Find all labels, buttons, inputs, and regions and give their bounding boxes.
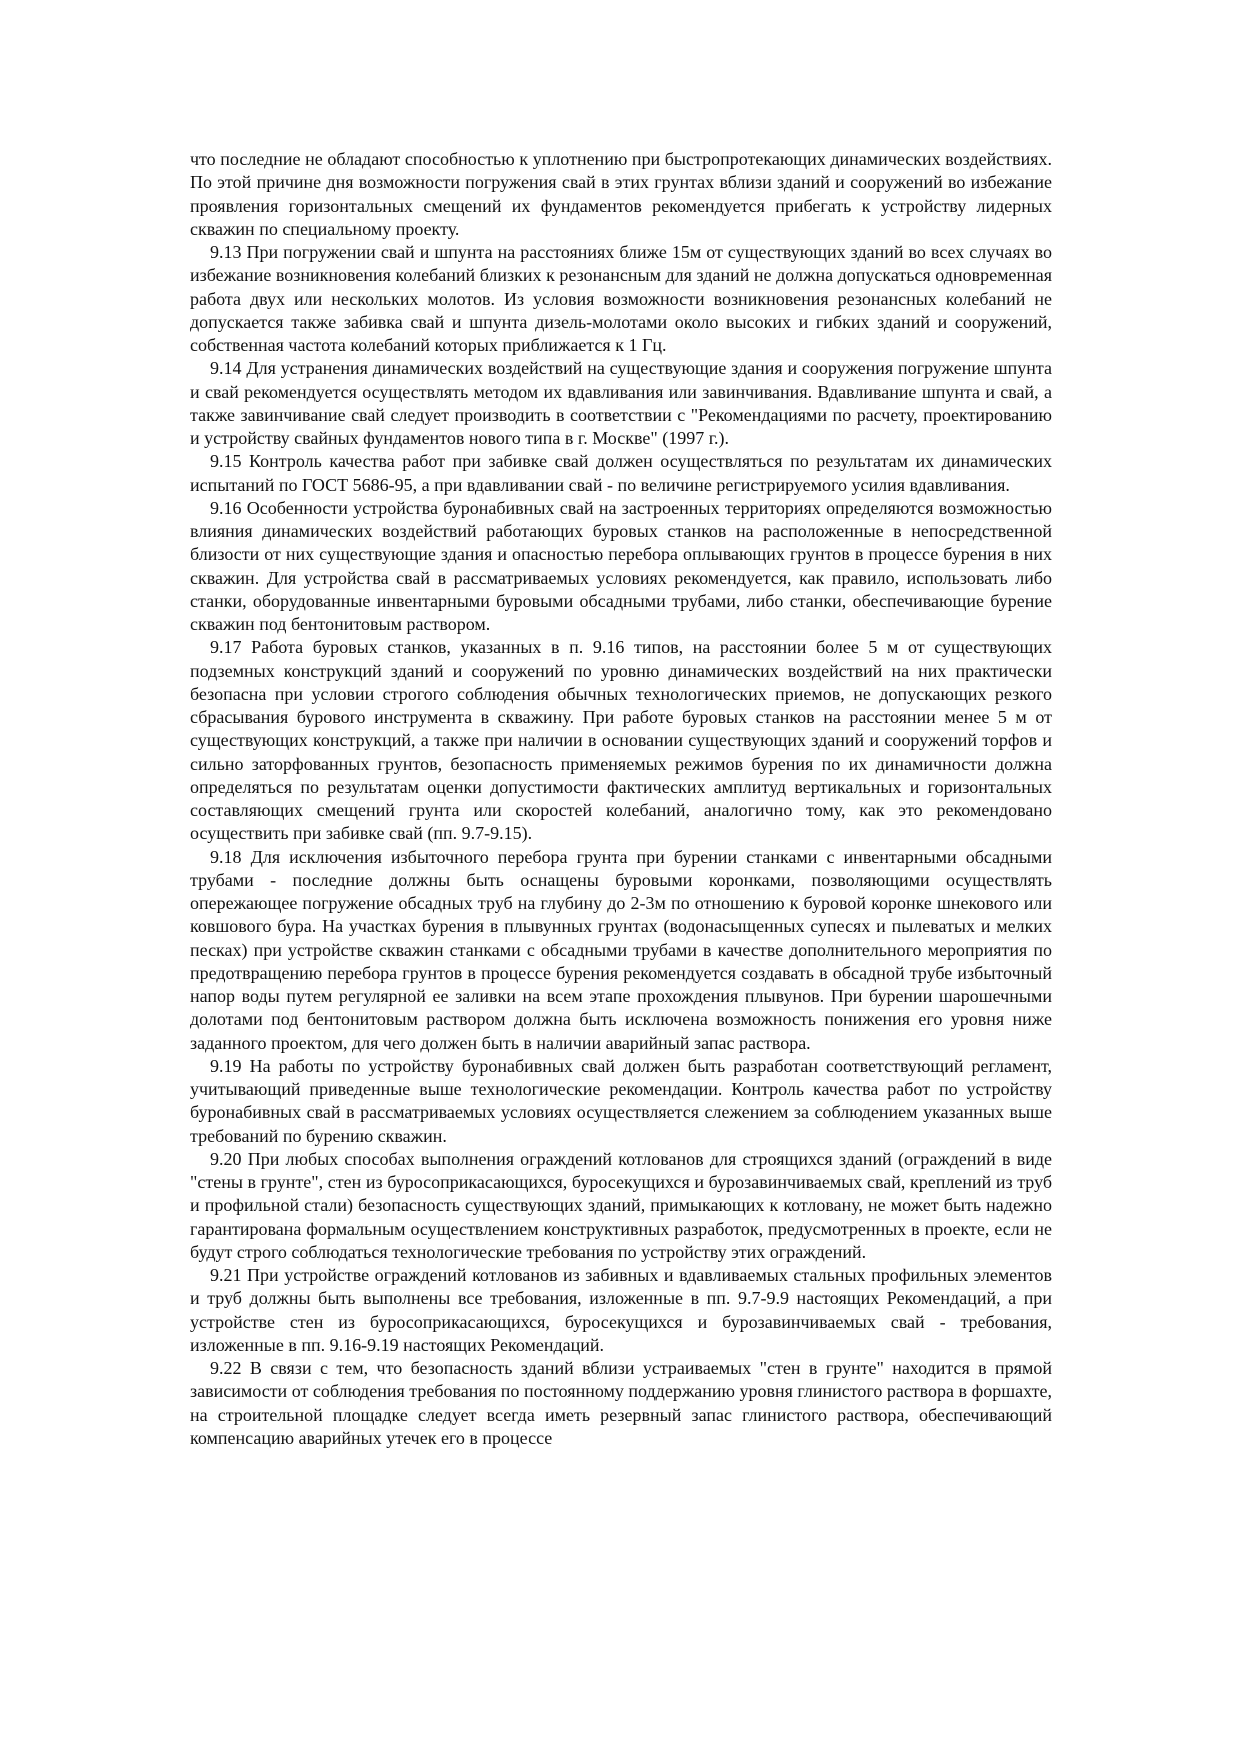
paragraph-9-20: 9.20 При любых способах выполнения ограждений котлованов для строящихся зданий (ограждений в виде "стены в грунте", стен из буросоприкасающихся, буросекущихся и бурозавинчиваемых свай, креплений из труб и профильной стали) безопасность существующих зданий, примыкающих к котловану, не может быть надежно гарантирована формальным осуществлением конструктивных разработок, предусмотренных в проекте, если не будут строго соблюдаться технологические требования по устройству этих ограждений. (190, 1148, 1052, 1262)
paragraph-9-18: 9.18 Для исключения избыточного перебора грунта при бурении станками с инвентарными обсадными трубами - последние должны быть оснащены буровыми коронками, позволяющими осуществлять опережающее погружение обсадных труб на глубину до 2-3м по отношению к буровой коронке шнекового или ковшового бура. На участках бурения в плывунных грунтах (водонасыщенных супесях и пылеватых и мелких песках) при устройстве скважин станками с обсадными трубами в качестве дополнительного мероприятия по предотвращению перебора грунтов в процессе бурения рекомендуется создавать в обсадной трубе избыточный напор воды путем регулярной ее заливки на всем этапе прохождения плывунов. При бурении шарошечными долотами под бентонитовым раствором должна быть исключена возможность понижения его уровня ниже заданного проектом, для чего должен быть в наличии аварийный запас раствора. (190, 846, 1052, 1053)
paragraph-continuation: что последние не обладают способностью к уплотнению при быстропротекающих динамических воздействиях. По этой причине дня возможности погружения свай в этих грунтах вблизи зданий и сооружений во избежание проявления горизонтальных смещений их фундаментов рекомендуется прибегать к устройству лидерных скважин по специальному проекту. (190, 149, 1052, 239)
paragraph-9-14: 9.14 Для устранения динамических воздействий на существующие здания и сооружения погружение шпунта и свай рекомендуется осуществлять методом их вдавливания или завинчивания. Вдавливание шпунта и свай, а также завинчивание свай следует производить в соответствии с "Рекомендациями по расчету, проектированию и устройству свайных фундаментов нового типа в г. Москве" (1997 г.). (190, 358, 1052, 448)
paragraph-9-15: 9.15 Контроль качества работ при забивке свай должен осуществляться по результатам их динамических испытаний по ГОСТ 5686-95, а при вдавливании свай - по величине регистрируемого усилия вдавливания. (190, 451, 1052, 495)
document-body (190, 148, 1052, 1450)
paragraph-9-17: 9.17 Работа буровых станков, указанных в п. 9.16 типов, на расстоянии более 5 м от существующих подземных конструкций зданий и сооружений по уровню динамических воздействий на них практически безопасна при условии строгого соблюдения обычных технологических приемов, не допускающих резкого сбрасывания бурового инструмента в скважину. При работе буровых станков на расстоянии менее 5 м от существующих конструкций, а также при наличии в основании существующих зданий и сооружений торфов и сильно заторфованных грунтов, безопасность применяемых режимов бурения по их динамичности должна определяться по результатам оценки допустимости фактических амплитуд вертикальных и горизонтальных составляющих смещений грунта или скоростей колебаний, аналогично тому, как это рекомендовано осуществить при забивке свай (пп. 9.7-9.15). (190, 637, 1052, 844)
paragraph-9-16: 9.16 Особенности устройства буронабивных свай на застроенных территориях определяются возможностью влияния динамических воздействий работающих буровых станков на расположенные в непосредственной близости от них существующие здания и опасностью перебора оплывающих грунтов в процессе бурения в них скважин. Для устройства свай в рассматриваемых условиях рекомендуется, как правило, использовать либо станки, оборудованные инвентарными буровыми обсадными трубами, либо станки, обеспечивающие бурение скважин под бентонитовым раствором. (190, 497, 1052, 634)
paragraph-9-13: 9.13 При погружении свай и шпунта на расстояниях ближе 15м от существующих зданий во всех случаях во избежание возникновения колебаний близких к резонансным для зданий не должна допускаться одновременная работа двух или нескольких молотов. Из условия возможности возникновения резонансных колебаний не допускается также забивка свай и шпунта дизель-молотами около высоких и гибких зданий и сооружений, собственная частота колебаний которых приближается к 1 Гц. (190, 242, 1052, 355)
paragraph-9-22: 9.22 В связи с тем, что безопасность зданий вблизи устраиваемых "стен в грунте" находится в прямой зависимости от соблюдения требования по постоянному поддержанию уровня глинистого раствора в форшахте, на строительной площадке следует всегда иметь резервный запас глинистого раствора, обеспечивающий компенсацию аварийных утечек его в процессе (190, 1358, 1052, 1448)
paragraph-9-21: 9.21 При устройстве ограждений котлованов из забивных и вдавливаемых стальных профильных элементов и труб должны быть выполнены все требования, изложенные в пп. 9.7-9.9 настоящих Рекомендаций, а при устройстве стен из буросоприкасающихся, буросекущихся и бурозавинчиваемых свай - требования, изложенные в пп. 9.16-9.19 настоящих Рекомендаций. (190, 1265, 1052, 1355)
paragraph-9-19: 9.19 На работы по устройству буронабивных свай должен быть разработан соответствующий регламент, учитывающий приведенные выше технологические рекомендации. Контроль качества работ по устройству буронабивных свай в рассматриваемых условиях осуществляется слежением за соблюдением указанных выше требований по бурению скважин. (190, 1055, 1052, 1146)
